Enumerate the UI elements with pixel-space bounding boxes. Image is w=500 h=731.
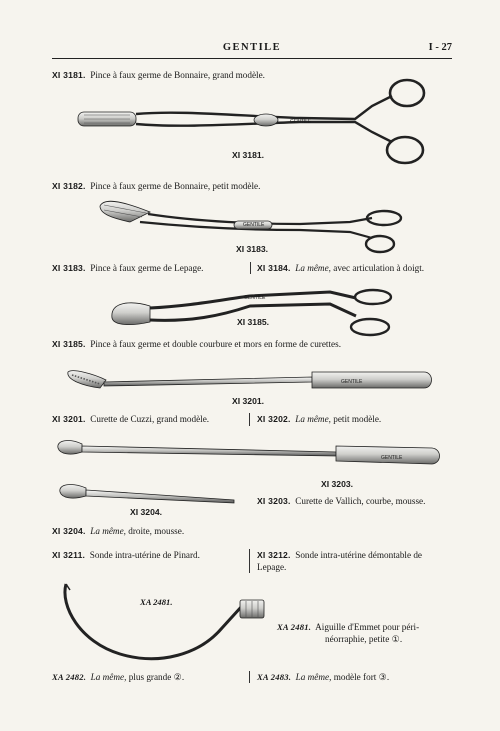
needle-2481-illustration [65,584,264,659]
catalog-entry [52,262,203,274]
figure-caption: XI 3203. [321,479,354,489]
figure-caption: XA 2481. [140,597,173,607]
entry-text: Pince à faux germe de Bonnaire, petit modèle. [90,181,261,191]
catalog-entry [257,495,425,507]
entry-code: XI 3182. [52,181,86,191]
catalog-entry [52,671,184,683]
catalog-entry [257,262,424,274]
entry-text: Pince à faux germe et double courbure et mors en forme de curettes. [90,339,341,349]
catalog-entry [52,413,209,425]
engraving-stamp: GENTILE [381,455,403,461]
catalog-entry [52,549,200,561]
entry-code: XA 2481. [277,622,312,632]
curette-3204-illustration [60,485,234,503]
catalog-entry [257,671,389,683]
entry-code: XI 3201. [52,414,86,424]
entry-text-continued: Lepage. [257,562,287,572]
catalog-entry [52,338,341,350]
engraving-stamp: GENTILE [243,222,265,228]
entry-code: XI 3181. [52,70,86,80]
figure-caption: XI 3183. [236,244,269,254]
entry-text: petit modèle. [333,414,382,424]
engraving-stamp: GENTILE [244,295,266,301]
engraving-stamp: GENTILE [341,379,363,385]
catalog-entry [52,180,260,192]
entry-code: XI 3183. [52,263,86,273]
entry-text: Pince à faux germe de Bonnaire, grand modèle. [90,70,265,80]
entry-text: droite, mousse. [128,526,185,536]
entry-italic: La même, [90,526,126,536]
catalog-entry [52,525,184,537]
entry-text: Aiguille d'Emmet pour péri- [315,622,420,632]
entry-text: Pince à faux germe de Lepage. [90,263,204,273]
entry-text: plus grande ②. [128,672,185,682]
entry-text: modèle fort ③. [333,672,390,682]
entry-code: XA 2483. [257,672,292,682]
figure-caption: XI 3201. [232,396,265,406]
entry-text-continued: néorraphie, petite ①. [325,634,403,644]
entry-text: Curette de Cuzzi, grand modèle. [90,414,210,424]
engraving-stamp: GENTILE [290,119,312,125]
column-divider [249,413,250,426]
entry-italic: La même, [295,672,332,682]
catalog-entry [257,549,422,573]
entry-text: Sonde intra-utérine démontable de [295,550,423,560]
entry-code: XI 3184. [257,263,291,273]
entry-text: Curette de Vallich, courbe, mousse. [295,496,426,506]
entry-italic: La même, [90,672,127,682]
entry-text: avec articulation à doigt. [333,263,425,273]
entry-code: XI 3211. [52,550,86,560]
curette-3201-illustration [68,371,432,388]
entry-italic: La même, [295,263,331,273]
page-number: I - 27 [428,42,452,53]
entry-code: XI 3185. [52,339,86,349]
figure-caption: XI 3185. [237,317,270,327]
catalog-entry [52,69,265,81]
entry-code: XA 2482. [52,672,87,682]
column-divider [250,262,251,274]
figure-caption: XI 3204. [130,507,163,517]
header-brand: GENTILE [222,42,282,53]
column-divider [249,549,250,573]
catalog-entry [257,413,381,425]
entry-text: Sonde intra-utérine de Pinard. [89,550,200,560]
entry-code: XI 3202. [257,414,291,424]
column-divider [249,671,250,683]
entry-italic: La même, [295,414,331,424]
entry-code: XI 3212. [257,550,291,560]
entry-code: XI 3204. [52,526,86,536]
figure-caption: XI 3181. [232,150,265,160]
entry-code: XI 3203. [257,496,291,506]
catalog-entry [277,621,419,645]
